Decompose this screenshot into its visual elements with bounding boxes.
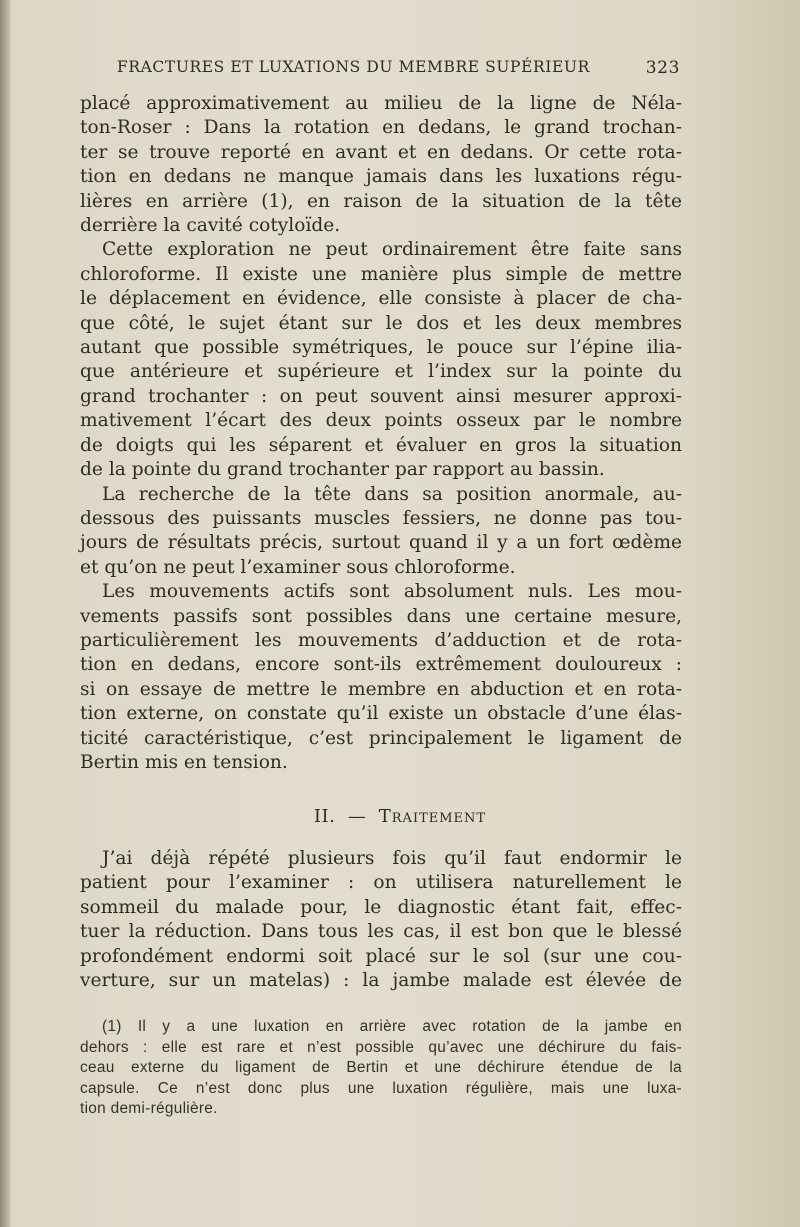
text-line: le déplacement en évidence, elle consiste à placer de cha- xyxy=(80,288,682,310)
paragraph-1 xyxy=(80,92,682,238)
section-heading xyxy=(0,806,800,827)
text-line: sommeil du malade pour, le diagnostic étant fait, effec- xyxy=(80,896,682,918)
footnote-line: capsule. Ce n’est donc plus une luxation régulière, mais une luxa- xyxy=(80,1079,682,1097)
text-line: ton-Roser : Dans la rotation en dedans, le grand trochan- xyxy=(80,117,682,139)
section-paragraph xyxy=(80,847,682,993)
footnote-line: dehors : elle est rare et n’est possible qu’avec une déchirure du fais- xyxy=(80,1038,682,1056)
running-header xyxy=(117,58,680,84)
text-line: verture, sur un matelas) : la jambe malade est élevée de xyxy=(80,970,682,992)
text-line: de doigts qui les séparent et évaluer en gros la situation xyxy=(80,434,682,456)
text-line: chloroforme. Il existe une manière plus simple de mettre xyxy=(80,263,682,285)
text-line: La recherche de la tête dans sa position anormale, au- xyxy=(102,483,682,505)
text-line: Bertin mis en tension. xyxy=(80,751,288,773)
text-line: que antérieure et supérieure et l’index sur la pointe du xyxy=(80,361,682,383)
page-number: 323 xyxy=(645,58,680,78)
text-line: tion en dedans, encore sont-ils extrêmement douloureux : xyxy=(80,654,682,676)
text-line: tion en dedans ne manque jamais dans les luxations régu- xyxy=(80,166,682,188)
text-line: tion externe, on constate qu’il existe un obstacle d’une élas- xyxy=(80,703,682,725)
text-line: ter se trouve reporté en avant et en dedans. Or cette rota- xyxy=(80,141,682,163)
text-line: et qu’on ne peut l’examiner sous chloroforme. xyxy=(80,556,516,578)
text-line: jours de résultats précis, surtout quand il y a un fort œdème xyxy=(80,532,682,554)
text-line: placé approximativement au milieu de la ligne de Néla- xyxy=(80,93,682,114)
text-line: de la pointe du grand trochanter par rapport au bassin. xyxy=(80,459,605,481)
paragraph-4 xyxy=(80,580,682,775)
text-line: lières en arrière (1), en raison de la situation de la tête xyxy=(80,190,682,212)
section-dash: — xyxy=(347,806,367,827)
text-line: que côté, le sujet étant sur le dos et les deux membres xyxy=(80,312,682,334)
footnote xyxy=(80,1017,682,1120)
text-line: Les mouvements actifs sont absolument nuls. Les mou- xyxy=(102,581,682,603)
text-line: dessous des puissants muscles fessiers, ne donne pas tou- xyxy=(80,507,682,529)
text-line: patient pour l’examiner : on utilisera naturellement le xyxy=(80,872,682,894)
text-line: Cette exploration ne peut ordinairement être faite sans xyxy=(102,239,682,261)
text-line: profondément endormi soit placé sur le sol (sur une cou- xyxy=(80,945,682,967)
text-line: mativement l’écart des deux points osseux par le nombre xyxy=(80,410,682,432)
text-line: grand trochanter : on peut souvent ainsi mesurer approxi- xyxy=(80,385,682,407)
footnote-line: (1) Il y a une luxation en arrière avec rotation de la jambe en xyxy=(102,1018,682,1035)
main-text xyxy=(80,92,682,775)
footnote-line: tion demi-régulière. xyxy=(80,1100,218,1118)
text-line: J’ai déjà répété plusieurs fois qu’il faut endormir le xyxy=(102,848,682,869)
text-line: ticité caractéristique, c’est principalement le ligament de xyxy=(80,727,682,749)
text-line: vements passifs sont possibles dans une certaine mesure, xyxy=(80,605,682,627)
text-line: particulièrement les mouvements d’adduction et de rota- xyxy=(80,629,682,651)
text-line: si on essaye de mettre le membre en abduction et en rota- xyxy=(80,678,682,700)
section-number: II. xyxy=(313,806,336,827)
paragraph-2 xyxy=(80,238,682,482)
page-spine-shadow xyxy=(0,0,10,1227)
section-text xyxy=(80,847,682,993)
footnote-line: ceau externe du ligament de Bertin et une déchirure étendue de la xyxy=(80,1059,682,1077)
text-line: tuer la réduction. Dans tous les cas, il est bon que le blessé xyxy=(80,921,682,943)
paragraph-3 xyxy=(80,483,682,581)
section-title-text: Traitement xyxy=(378,806,487,827)
text-line: autant que possible symétriques, le pouce sur l’épine ilia- xyxy=(80,337,682,359)
text-line: derrière la cavité cotyloïde. xyxy=(80,215,341,237)
running-title: FRACTURES ET LUXATIONS DU MEMBRE SUPÉRIEUR xyxy=(117,58,590,76)
